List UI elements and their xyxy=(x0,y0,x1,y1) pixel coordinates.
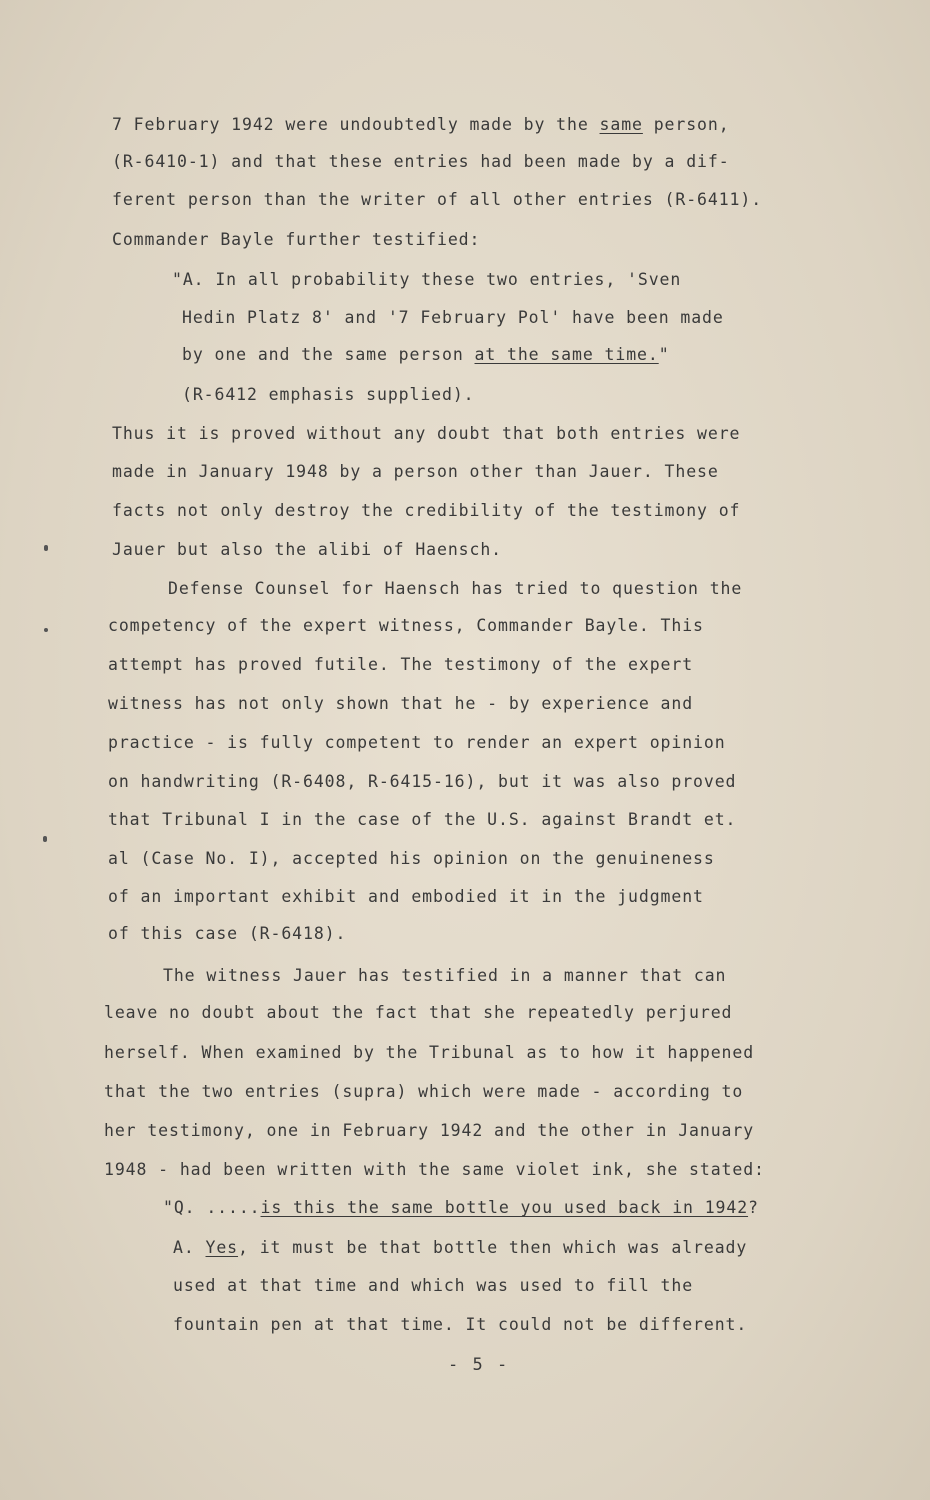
line-text: made in January 1948 by a person other than Jauer. These xyxy=(112,462,719,481)
line-text: competency of the expert witness, Commander Bayle. This xyxy=(108,616,704,635)
line-text: Defense Counsel for Haensch has tried to question the xyxy=(168,579,743,598)
text-line xyxy=(173,1315,747,1335)
line-text: al (Case No. I), accepted his opinion on the genuineness xyxy=(108,849,715,868)
line-text: of this case (R-6418). xyxy=(108,924,347,943)
margin-mark xyxy=(44,628,48,632)
line-text: witness has not only shown that he - by experience and xyxy=(108,694,694,713)
line-text: "Q. ..... xyxy=(163,1198,261,1217)
line-text: Jauer but also the alibi of Haensch. xyxy=(112,540,503,559)
line-text: ? xyxy=(748,1198,759,1217)
text-line xyxy=(112,424,740,444)
line-text: on handwriting (R-6408, R-6415-16), but it was also proved xyxy=(108,772,737,791)
text-line xyxy=(173,1238,747,1258)
text-line xyxy=(112,501,740,521)
page-number: - 5 - xyxy=(448,1355,510,1375)
text-line xyxy=(182,385,475,405)
underlined-text: Yes xyxy=(205,1238,239,1257)
text-line xyxy=(112,540,502,560)
text-line xyxy=(108,924,346,944)
line-text: leave no doubt about the fact that she repeatedly perjured xyxy=(104,1003,733,1022)
text-line xyxy=(112,462,719,482)
line-text: Thus it is proved without any doubt that both entries were xyxy=(112,424,741,443)
line-text: (R-6412 emphasis supplied). xyxy=(182,385,475,404)
line-text: of an important exhibit and embodied it in the judgment xyxy=(108,887,704,906)
text-line xyxy=(112,230,480,250)
line-text: her testimony, one in February 1942 and the other in January xyxy=(104,1121,755,1140)
underlined-text: same xyxy=(599,115,643,134)
line-text: by one and the same person xyxy=(182,345,475,364)
line-text: attempt has proved futile. The testimony of the expert xyxy=(108,655,694,674)
text-line xyxy=(104,1121,754,1141)
line-text: The witness Jauer has testified in a manner that can xyxy=(163,966,727,985)
line-text: (R-6410-1) and that these entries had been made by a dif- xyxy=(112,152,730,171)
text-line xyxy=(104,1003,732,1023)
underlined-text: at the same time. xyxy=(474,345,659,364)
line-text: used at that time and which was used to fill the xyxy=(173,1276,694,1295)
text-line xyxy=(108,694,693,714)
line-text: that Tribunal I in the case of the U.S. against Brandt et. xyxy=(108,810,737,829)
line-text: , it must be that bottle then which was already xyxy=(238,1238,748,1257)
line-text: 1948 - had been written with the same violet ink, she stated: xyxy=(104,1160,765,1179)
text-line xyxy=(172,270,681,290)
text-line xyxy=(163,966,726,986)
line-text: "A. In all probability these two entries, 'Sven xyxy=(172,270,682,289)
text-line xyxy=(104,1043,754,1063)
text-line xyxy=(182,308,724,328)
margin-mark xyxy=(44,545,48,551)
text-line xyxy=(112,115,730,135)
text-line xyxy=(163,1198,759,1218)
line-text: Commander Bayle further testified: xyxy=(112,230,481,249)
line-text: Hedin Platz 8' and '7 February Pol' have been made xyxy=(182,308,724,327)
line-text: " xyxy=(658,345,670,364)
line-text: fountain pen at that time. It could not be different. xyxy=(173,1315,748,1334)
line-text: ferent person than the writer of all other entries (R-6411). xyxy=(112,190,763,209)
text-line xyxy=(108,772,736,792)
line-text: practice - is fully competent to render an expert opinion xyxy=(108,733,726,752)
margin-mark xyxy=(43,836,47,842)
text-line xyxy=(108,849,715,869)
text-line xyxy=(104,1160,765,1180)
line-text: 7 February 1942 were undoubtedly made by the xyxy=(112,115,600,134)
text-line xyxy=(173,1276,693,1296)
line-text: herself. When examined by the Tribunal as to how it happened xyxy=(104,1043,755,1062)
text-line xyxy=(108,655,693,675)
line-text: facts not only destroy the credibility of the testimony of xyxy=(112,501,741,520)
line-text: that the two entries (supra) which were made - according to xyxy=(104,1082,744,1101)
text-line xyxy=(108,616,704,636)
text-line xyxy=(104,1082,743,1102)
text-line xyxy=(112,190,762,210)
underlined-text: is this the same bottle you used back in 1942 xyxy=(260,1198,749,1217)
text-line xyxy=(108,810,736,830)
text-line xyxy=(168,579,742,599)
line-text: person, xyxy=(642,115,730,134)
line-text: A. xyxy=(173,1238,206,1257)
text-line xyxy=(112,152,730,172)
text-line xyxy=(182,345,670,365)
text-line xyxy=(108,887,704,907)
text-line xyxy=(108,733,726,753)
